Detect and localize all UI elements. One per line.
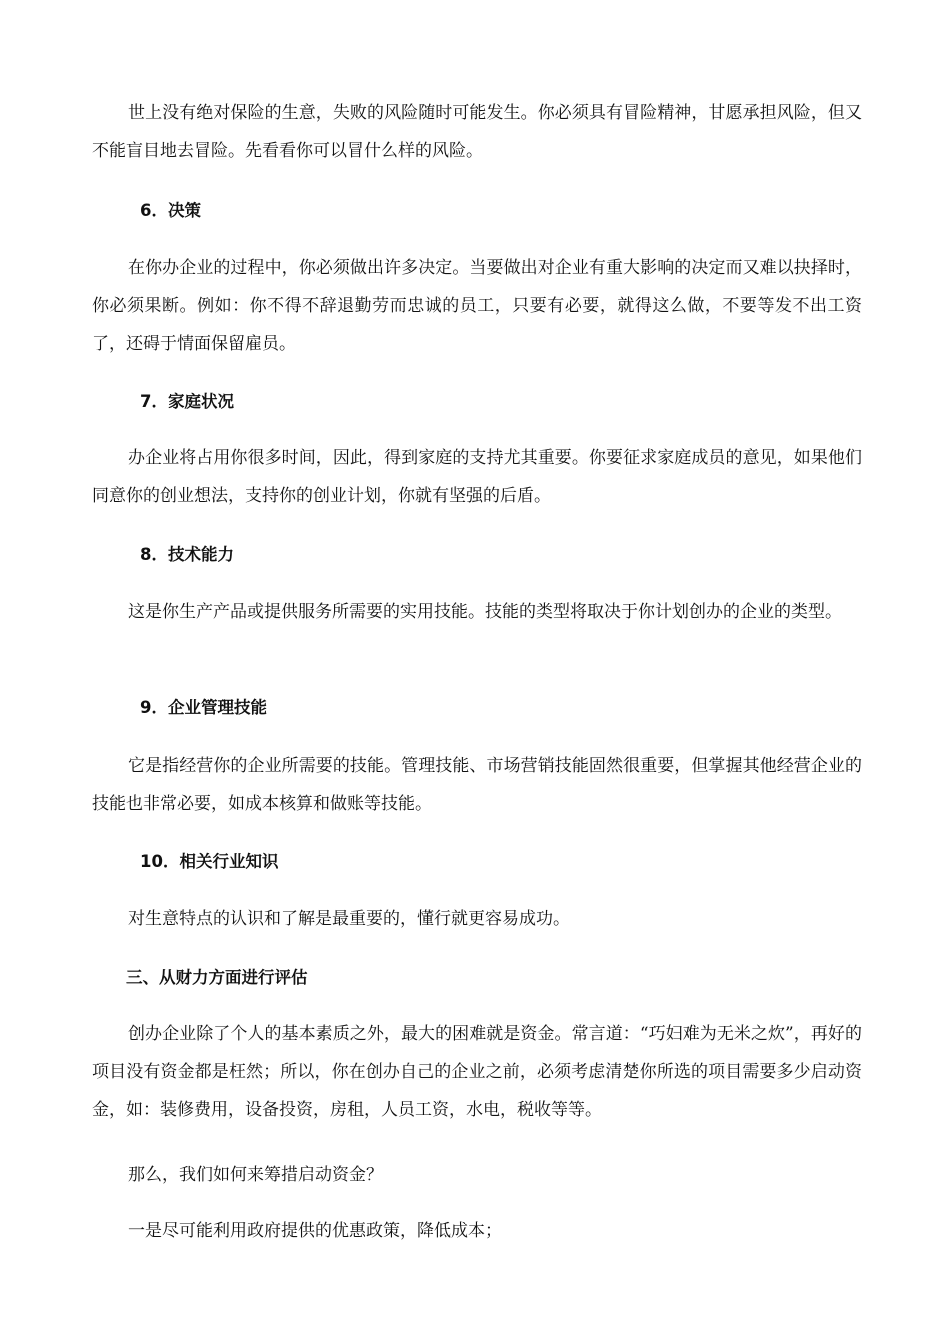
heading-finance: 三、从财力方面进行评估: [126, 968, 308, 987]
paragraph-decision: 在你办企业的过程中，你必须做出许多决定。当要做出对企业有重大影响的决定而又难以抉择时，你必须果断。例如：你不得不辞退勤劳而忠诚的员工，只要有必要，就得这么做，不要等发不出工资了，还碍于情面保留雇员。: [92, 258, 862, 354]
heading-decision: 6．决策: [140, 201, 201, 220]
paragraph-risk: 世上没有绝对保险的生意，失败的风险随时可能发生。你必须具有冒险精神，甘愿承担风险，但又不能盲目地去冒险。先看看你可以冒什么样的风险。: [92, 103, 862, 161]
paragraph-family: 办企业将占用你很多时间，因此，得到家庭的支持尤其重要。你要征求家庭成员的意见，如果他们同意你的创业想法，支持你的创业计划，你就有坚强的后盾。: [92, 448, 862, 506]
heading-family: 7．家庭状况: [140, 392, 234, 411]
paragraph-finance: 创办企业除了个人的基本素质之外，最大的困难就是资金。常言道：“巧妇难为无米之炊”，再好的项目没有资金都是枉然；所以，你在创办自己的企业之前，必须考虑清楚你所选的项目需要多少启动资金，如：装修费用，设备投资，房租，人员工资，水电，税收等等。: [92, 1024, 862, 1120]
paragraph-management: 它是指经营你的企业所需要的技能。管理技能、市场营销技能固然很重要，但掌握其他经营企业的技能也非常必要，如成本核算和做账等技能。: [92, 756, 862, 814]
paragraph-question: 那么，我们如何来筹措启动资金？: [128, 1165, 383, 1185]
heading-industry: 10．相关行业知识: [140, 852, 279, 871]
paragraph-first-method: 一是尽可能利用政府提供的优惠政策，降低成本；: [128, 1221, 502, 1241]
paragraph-tech: 这是你生产产品或提供服务所需要的实用技能。技能的类型将取决于你计划创办的企业的类型。: [128, 602, 842, 622]
heading-management: 9．企业管理技能: [140, 698, 267, 717]
paragraph-industry: 对生意特点的认识和了解是最重要的，懂行就更容易成功。: [128, 909, 570, 929]
heading-tech: 8．技术能力: [140, 545, 234, 564]
